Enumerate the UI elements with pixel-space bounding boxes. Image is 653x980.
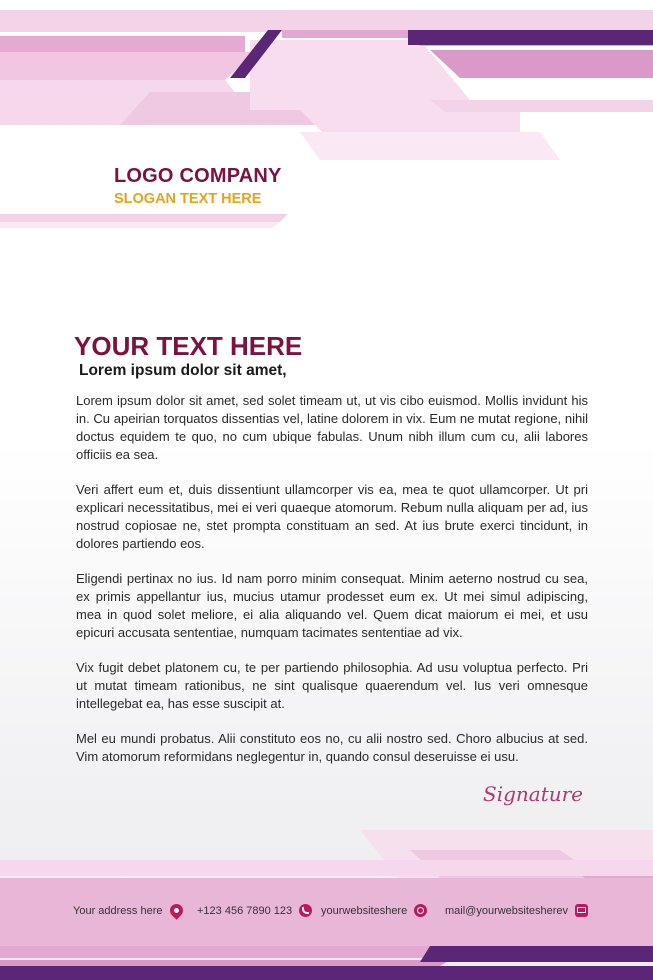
logo-company-name: LOGO COMPANY — [114, 165, 282, 187]
paragraph-3: Eligendi pertinax no ius. Id nam porro minim consequat. Minim aeterno nostrud cu sea, ex primis appellantur ius, mucius utamur prodesset eum ex. Ut mei simul adipiscing, mea in quod solet meliore, ei alia aliquando vel. Quem dicat maiorum ei mei, et usu epicuri accusata sententiae, numquam tacimates sententiae ad vix. — [76, 571, 588, 640]
email-text: mail@yourwebsitesherev — [445, 904, 569, 917]
contact-website — [321, 904, 427, 917]
contact-email — [445, 904, 588, 917]
globe-icon — [414, 904, 427, 917]
headline: YOUR TEXT HERE — [74, 331, 303, 361]
phone-icon — [299, 904, 312, 917]
footer-decoration — [0, 820, 653, 980]
phone-text: +123 456 7890 123 — [197, 904, 293, 917]
contact-phone — [197, 904, 312, 917]
header-decoration — [0, 0, 653, 230]
paragraph-4: Vix fugit debet platonem cu, te per partiendo philosophia. Ad usu voluptua perfecto. Pri ut mutat timeam rationibus, ne sint qualisque quaerendum vel. Ius veri omnesque intellegebat ea, has esse suscipit at. — [76, 660, 588, 711]
website-text: yourwebsiteshere — [321, 904, 408, 917]
address-text: Your address here — [73, 904, 163, 917]
subheading: Lorem ipsum dolor sit amet, — [79, 362, 287, 379]
location-pin-icon — [167, 901, 185, 919]
logo-block — [114, 165, 282, 207]
signature: Signature — [483, 782, 584, 806]
body-text — [76, 392, 588, 783]
contact-address — [73, 904, 183, 917]
paragraph-5: Mel eu mundi probatus. Alii constituto eos no, cu alii nostro sed. Choro albucius at sed. Vim atomorum reformidans neglegentur in, quando consul deseruisse ei usu. — [76, 731, 588, 764]
paragraph-2: Veri affert eum et, duis dissentiunt ullamcorper vis ea, mea te quot ullamcorper. Ut pri explicari necessitatibus, mei ei veri quaeque atomorum. Rebum nulla aliquam per ad, ius nostrud copiosae ne, stet prompta constituam an sed. At ius brute exerci tincidunt, in dolores partiendo eos. — [76, 482, 588, 551]
mail-icon — [575, 904, 588, 917]
logo-slogan: SLOGAN TEXT HERE — [114, 191, 262, 207]
paragraph-1: Lorem ipsum dolor sit amet, sed solet timeam ut, ut vis cibo euismod. Mollis invidunt his in. Cu apeirian torquatos dissentias vel, latine dolorem in vix. Eum ne mutat regione, nihil doctus equidem te quo, no cum ubique fabulas. Unum nibh illum cum cu, alii labores officiis ea sea. — [76, 393, 588, 462]
